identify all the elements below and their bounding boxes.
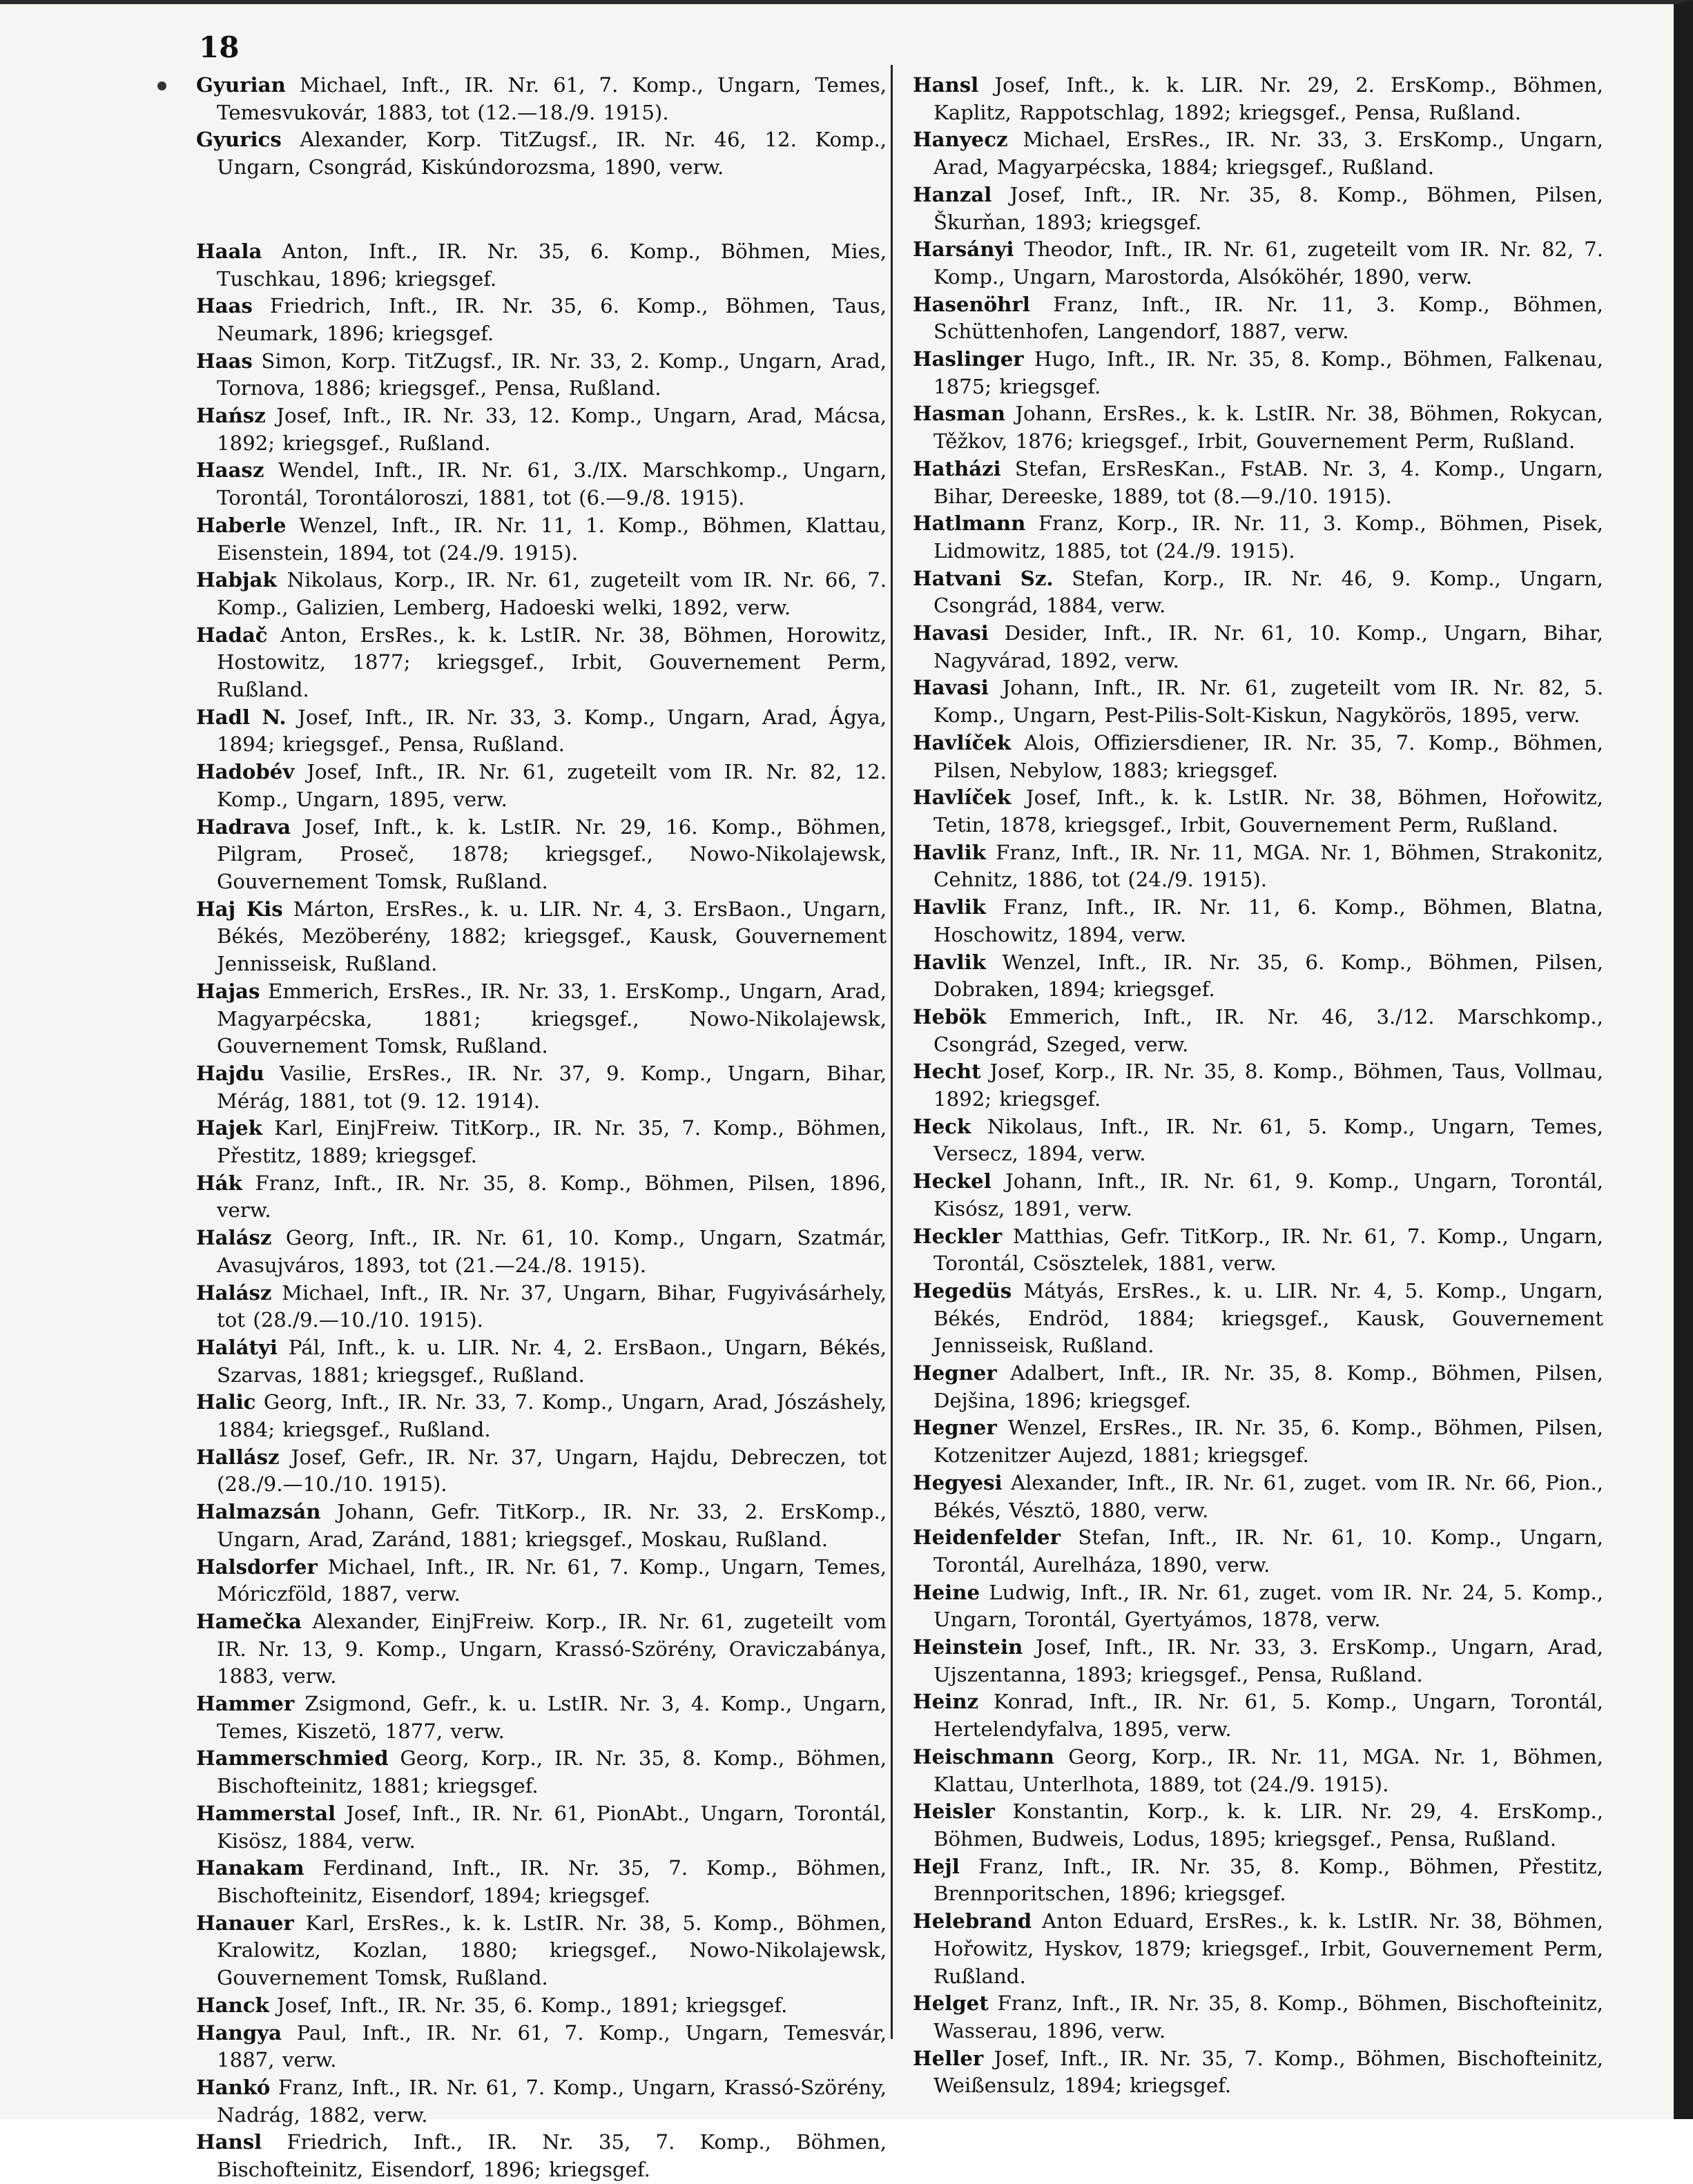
register-entry xyxy=(913,1414,1603,1469)
register-entry xyxy=(196,1115,887,1169)
register-entry xyxy=(196,1690,887,1745)
entry-surname: Heller xyxy=(913,2046,984,2070)
register-entry xyxy=(913,1798,1603,1853)
register-entry xyxy=(196,1225,887,1279)
entry-surname: Hamečka xyxy=(196,1609,302,1633)
entry-surname: Hegedüs xyxy=(913,1278,1012,1303)
register-entry xyxy=(196,72,887,126)
entry-surname: Hanyecz xyxy=(913,128,1008,152)
register-entry xyxy=(913,1058,1603,1113)
entry-surname: Heisler xyxy=(913,1800,995,1824)
register-entry xyxy=(913,839,1603,894)
entry-details: Josef, Inft., k. k. LIR. Nr. 29, 2. ErsKomp., Böhmen, Kaplitz, Rappotschlag, 1892; kriegsgef., Pensa, Rußland. xyxy=(933,73,1603,124)
entry-surname: Halmazsán xyxy=(196,1500,321,1524)
entry-details: Franz, Inft., IR. Nr. 61, 7. Komp., Ungarn, Krassó-Szörény, Nadrág, 1882, verw. xyxy=(217,2075,887,2127)
entry-surname: Hańsz xyxy=(196,404,266,428)
entry-surname: Hankó xyxy=(196,2075,271,2099)
register-entry xyxy=(196,704,887,759)
entry-details: Franz, Inft., IR. Nr. 11, 6. Komp., Böhmen, Blatna, Hoschowitz, 1894, verw. xyxy=(933,895,1604,946)
entry-details: Georg, Korp., IR. Nr. 35, 8. Komp., Böhmen, Bischofteinitz, 1881; kriegsgef. xyxy=(217,1746,887,1798)
register-entry xyxy=(913,1278,1603,1360)
register-entry xyxy=(913,346,1603,400)
entry-details: Johann, Inft., IR. Nr. 61, 9. Komp., Ungarn, Torontál, Kisósz, 1891, verw. xyxy=(933,1169,1603,1220)
entry-details: Friedrich, Inft., IR. Nr. 35, 6. Komp., Böhmen, Taus, Neumark, 1896; kriegsgef. xyxy=(217,294,887,345)
entry-details: Michael, Inft., IR. Nr. 61, 7. Komp., Ungarn, Temes, Temesvukovár, 1883, tot (12.—18./9. 1915). xyxy=(217,73,887,124)
entry-surname: Halic xyxy=(196,1390,256,1414)
entry-surname: Havasi xyxy=(913,621,989,645)
entry-details: Johann, Gefr. TitKorp., IR. Nr. 33, 2. ErsKomp., Ungarn, Arad, Zaránd, 1881; kriegsgef., Moskau, Rußland. xyxy=(217,1500,887,1551)
entry-details: Karl, EinjFreiw. TitKorp., IR. Nr. 35, 7. Komp., Böhmen, Přestitz, 1889; kriegsgef. xyxy=(217,1116,887,1168)
entry-details: Josef, Inft., IR. Nr. 61, PionAbt., Ungarn, Torontál, Kisösz, 1884, verw. xyxy=(217,1801,887,1853)
register-entry xyxy=(913,1223,1603,1278)
entry-surname: Hanakam xyxy=(196,1856,304,1880)
entry-details: Johann, Inft., IR. Nr. 61, zugeteilt vom IR. Nr. 82, 5. Komp., Ungarn, Pest-Pilis-Solt-Kiskun, Nagykörös, 1895, verw. xyxy=(933,676,1604,728)
register-entry xyxy=(196,1334,887,1389)
entry-surname: Hajdu xyxy=(196,1061,264,1085)
register-entry xyxy=(196,1060,887,1115)
entry-surname: Hansl xyxy=(913,73,979,97)
entry-surname: Hatvani Sz. xyxy=(913,566,1054,590)
entry-surname: Hatházi xyxy=(913,456,1001,480)
entry-surname: Hák xyxy=(196,1171,242,1195)
register-entry xyxy=(196,512,887,567)
left-column xyxy=(196,72,887,2184)
register-entry xyxy=(913,1634,1603,1688)
section-gap xyxy=(196,182,887,238)
register-entry xyxy=(196,1554,887,1608)
entry-details: Anton, ErsRes., k. k. LstIR. Nr. 38, Böhmen, Horowitz, Hostowitz, 1877; kriegsgef., Irbit, Gouvernement Perm, Rußland. xyxy=(217,623,887,702)
entry-details: Emmerich, Inft., IR. Nr. 46, 3./12. Marschkomp., Csongrád, Szeged, verw. xyxy=(933,1004,1603,1056)
register-entry xyxy=(913,1990,1603,2045)
entry-details: Friedrich, Inft., IR. Nr. 35, 7. Komp., Böhmen, Bischofteinitz, Eisendorf, 1896; kriegsgef. xyxy=(217,2130,887,2182)
register-entry xyxy=(196,126,887,181)
entry-surname: Halsdorfer xyxy=(196,1554,318,1579)
entry-details: Josef, Inft., IR. Nr. 61, zugeteilt vom IR. Nr. 82, 12. Komp., Ungarn, 1895, verw. xyxy=(217,760,887,811)
register-entry xyxy=(913,784,1603,839)
entry-details: Anton Eduard, ErsRes., k. k. LstIR. Nr. 38, Böhmen, Hořowitz, Hyskov, 1879; kriegsgef., Irbit, Gouvernement Perm, Rußland. xyxy=(933,1909,1603,1988)
entry-details: Johann, ErsRes., k. k. LstIR. Nr. 38, Böhmen, Rokycan, Těžkov, 1876; kriegsgef., Irbit, Gouvernement Perm, Rußland. xyxy=(933,402,1603,454)
entry-surname: Hallász xyxy=(196,1445,280,1469)
entry-details: Anton, Inft., IR. Nr. 35, 6. Komp., Böhmen, Mies, Tuschkau, 1896; kriegsgef. xyxy=(217,239,887,291)
entry-details: Alexander, EinjFreiw. Korp., IR. Nr. 61, zugeteilt vom IR. Nr. 13, 9. Komp., Ungarn, Krassó-Szörény, Oraviczabánya, 1883, verw. xyxy=(217,1609,887,1688)
entry-details: Emmerich, ErsRes., IR. Nr. 33, 1. ErsKomp., Ungarn, Arad, Magyarpécska, 1881; kriegsgef., Nowo-Nikolajewsk, Gouvernement Tomsk, Rußland. xyxy=(217,979,887,1058)
register-entry xyxy=(913,236,1603,291)
entry-surname: Heckler xyxy=(913,1224,1003,1248)
register-entry xyxy=(913,291,1603,346)
register-entry xyxy=(913,1470,1603,1524)
entry-details: Matthias, Gefr. TitKorp., IR. Nr. 61, 7. Komp., Ungarn, Torontál, Csösztelek, 1881, verw. xyxy=(933,1224,1604,1276)
entry-surname: Hadobév xyxy=(196,760,295,784)
entry-details: Simon, Korp. TitZugsf., IR. Nr. 33, 2. Komp., Ungarn, Arad, Tornova, 1886; kriegsgef., Pensa, Rußland. xyxy=(217,349,887,400)
entry-surname: Havlik xyxy=(913,895,986,919)
entry-surname: Hegner xyxy=(913,1416,997,1440)
entry-surname: Hasman xyxy=(913,402,1005,426)
register-entry xyxy=(913,1908,1603,1990)
entry-details: Georg, Inft., IR. Nr. 61, 10. Komp., Ungarn, Szatmár, Avasujváros, 1893, tot (21.—24./8. 1915). xyxy=(217,1226,887,1277)
register-entry xyxy=(913,400,1603,455)
register-entry xyxy=(196,1444,887,1499)
entry-surname: Hansl xyxy=(196,2130,262,2154)
entry-surname: Hadrava xyxy=(196,815,291,839)
entry-details: Vasilie, ErsRes., IR. Nr. 37, 9. Komp., Ungarn, Bihar, Mérág, 1881, tot (9. 12. 1914). xyxy=(217,1061,887,1113)
register-entry xyxy=(913,72,1603,126)
register-entry xyxy=(196,1800,887,1855)
register-entry xyxy=(196,1170,887,1225)
entry-details: Paul, Inft., IR. Nr. 61, 7. Komp., Ungarn, Temesvár, 1887, verw. xyxy=(217,2020,887,2072)
register-entry xyxy=(196,348,887,402)
entry-surname: Heine xyxy=(913,1580,980,1604)
entry-surname: Halátyi xyxy=(196,1335,278,1359)
entry-details: Franz, Inft., IR. Nr. 35, 8. Komp., Böhmen, Bischofteinitz, Wasserau, 1896, verw. xyxy=(933,1991,1603,2042)
entry-details: Alexander, Inft., IR. Nr. 61, zuget. vom IR. Nr. 66, Pion., Békés, Vésztö, 1880, verw. xyxy=(933,1470,1604,1522)
entry-surname: Heck xyxy=(913,1114,971,1138)
entry-surname: Havasi xyxy=(913,676,989,700)
entry-details: Wenzel, ErsRes., IR. Nr. 35, 6. Komp., Böhmen, Pilsen, Kotzenitzer Aujezd, 1881; kriegsgef. xyxy=(933,1416,1603,1468)
register-entry xyxy=(913,620,1603,674)
register-entry xyxy=(913,1744,1603,1798)
entry-details: Pál, Inft., k. u. LIR. Nr. 4, 2. ErsBaon., Ungarn, Békés, Szarvas, 1881; kriegsgef., Rußland. xyxy=(217,1335,887,1387)
register-entry xyxy=(196,1910,887,1992)
entry-details: Stefan, Korp., IR. Nr. 46, 9. Komp., Ungarn, Csongrád, 1884, verw. xyxy=(933,566,1603,618)
entry-details: Alexander, Korp. TitZugsf., IR. Nr. 46, 12. Komp., Ungarn, Csongrád, Kiskúndorozsma, 1890, verw. xyxy=(217,128,887,179)
register-entry xyxy=(913,949,1603,1004)
register-entry xyxy=(196,1608,887,1690)
entry-surname: Hegner xyxy=(913,1361,997,1385)
entry-details: Franz, Inft., IR. Nr. 35, 8. Komp., Böhmen, Přestitz, Brennporitschen, 1896; kriegsgef. xyxy=(933,1854,1603,1906)
register-entry xyxy=(913,730,1603,784)
register-entry xyxy=(913,182,1603,236)
entry-details: Stefan, Inft., IR. Nr. 61, 10. Komp., Ungarn, Torontál, Aurelháza, 1890, verw. xyxy=(933,1525,1603,1577)
register-entry xyxy=(913,1113,1603,1168)
register-entry xyxy=(196,896,887,978)
entry-details: Josef, Gefr., IR. Nr. 37, Ungarn, Hajdu, Debreczen, tot (28./9.—10./10. 1915). xyxy=(217,1445,887,1496)
entry-details: Michael, Inft., IR. Nr. 37, Ungarn, Bihar, Fugyivásárhely, tot (28./9.—10./10. 1915). xyxy=(217,1280,887,1332)
register-entry xyxy=(913,510,1603,565)
entry-surname: Gyurics xyxy=(196,128,282,152)
register-entry xyxy=(196,814,887,896)
entry-surname: Heidenfelder xyxy=(913,1525,1061,1550)
entry-details: Wenzel, Inft., IR. Nr. 35, 6. Komp., Böhmen, Pilsen, Dobraken, 1894; kriegsgef. xyxy=(933,950,1603,1002)
register-entry xyxy=(196,759,887,813)
entry-details: Zsigmond, Gefr., k. u. LstIR. Nr. 3, 4. Komp., Ungarn, Temes, Kiszetö, 1877, verw. xyxy=(217,1692,887,1743)
register-entry xyxy=(196,2020,887,2074)
entry-details: Wenzel, Inft., IR. Nr. 11, 1. Komp., Böhmen, Klattau, Eisenstein, 1894, tot (24./9. 1915). xyxy=(217,513,887,565)
register-entry xyxy=(913,1853,1603,1908)
register-entry xyxy=(913,894,1603,948)
entry-surname: Havlik xyxy=(913,840,986,864)
entry-surname: Haberle xyxy=(196,513,287,537)
entry-surname: Heinz xyxy=(913,1690,979,1714)
register-entry xyxy=(913,1168,1603,1222)
register-entry xyxy=(196,622,887,704)
entry-surname: Hadač xyxy=(196,623,268,647)
entry-surname: Haala xyxy=(196,239,262,263)
entry-details: Nikolaus, Inft., IR. Nr. 61, 5. Komp., Ungarn, Temes, Versecz, 1894, verw. xyxy=(933,1114,1604,1166)
entry-surname: Hammer xyxy=(196,1692,295,1716)
entry-surname: Heinstein xyxy=(913,1635,1023,1659)
entry-details: Josef, Korp., IR. Nr. 35, 8. Komp., Böhmen, Taus, Vollmau, 1892; kriegsgef. xyxy=(933,1060,1603,1111)
entry-surname: Hammerschmied xyxy=(196,1746,389,1771)
register-entry xyxy=(196,1499,887,1553)
entry-surname: Haj Kis xyxy=(196,897,283,921)
register-entry xyxy=(196,1855,887,1909)
entry-surname: Haas xyxy=(196,349,253,373)
entry-surname: Hegyesi xyxy=(913,1470,1003,1494)
register-entry xyxy=(196,567,887,621)
entry-details: Stefan, ErsResKan., FstAB. Nr. 3, 4. Komp., Ungarn, Bihar, Dereeske, 1889, tot (8.—9./10. 1915). xyxy=(933,456,1603,508)
entry-details: Karl, ErsRes., k. k. LstIR. Nr. 38, 5. Komp., Böhmen, Kralowitz, Kozlan, 1880; kriegsgef., Nowo-Nikolajewsk, Gouvernement Tomsk, Rußland. xyxy=(217,1911,887,1990)
entry-surname: Haas xyxy=(196,294,253,318)
entry-surname: Hanzal xyxy=(913,182,992,206)
entry-surname: Haslinger xyxy=(913,347,1024,371)
register-entry xyxy=(913,2045,1603,2100)
entry-details: Theodor, Inft., IR. Nr. 61, zugeteilt vom IR. Nr. 82, 7. Komp., Ungarn, Marostorda, Alsóköhér, 1890, verw. xyxy=(933,237,1603,289)
entry-details: Josef, Inft., k. k. LstIR. Nr. 38, Böhmen, Hořowitz, Tetin, 1878, kriegsgef., Irbit, Gouvernement Perm, Rußland. xyxy=(933,786,1603,837)
register-entry xyxy=(196,238,887,293)
entry-details: Michael, ErsRes., IR. Nr. 33, 3. ErsKomp., Ungarn, Arad, Magyarpécska, 1884; kriegsgef., Rußland. xyxy=(933,128,1603,179)
entry-details: Konstantin, Korp., k. k. LIR. Nr. 29, 4. ErsKomp., Böhmen, Budweis, Lodus, 1895; kriegsgef., Pensa, Rußland. xyxy=(933,1800,1603,1851)
entry-details: Mátyás, ErsRes., k. u. LIR. Nr. 4, 5. Komp., Ungarn, Békés, Endröd, 1884; kriegsgef., Kausk, Gouvernement Jennisseisk, Rußland. xyxy=(933,1278,1604,1358)
entry-details: Franz, Inft., IR. Nr. 35, 8. Komp., Böhmen, Pilsen, 1896, verw. xyxy=(217,1171,887,1222)
entry-surname: Hangya xyxy=(196,2020,282,2045)
margin-dot-mark xyxy=(157,81,166,90)
entry-details: Josef, Inft., k. k. LstIR. Nr. 29, 16. Komp., Böhmen, Pilgram, Proseč, 1878; kriegsgef., Nowo-Nikolajewsk, Gouvernement Tomsk, Rußland. xyxy=(217,815,887,893)
entry-details: Desider, Inft., IR. Nr. 61, 10. Komp., Ungarn, Bihar, Nagyvárad, 1892, verw. xyxy=(933,621,1604,672)
entry-details: Georg, Korp., IR. Nr. 11, MGA. Nr. 1, Böhmen, Klattau, Unterlhota, 1889, tot (24./9. 1915). xyxy=(933,1744,1603,1796)
register-entry xyxy=(196,1280,887,1334)
entry-details: Franz, Inft., IR. Nr. 11, MGA. Nr. 1, Böhmen, Strakonitz, Cehnitz, 1886, tot (24./9. 1915). xyxy=(933,840,1604,892)
entry-surname: Hecht xyxy=(913,1060,981,1084)
entry-surname: Hanck xyxy=(196,1993,269,2017)
register-entry xyxy=(913,1688,1603,1743)
entry-details: Michael, Inft., IR. Nr. 61, 7. Komp., Ungarn, Temes, Móriczföld, 1887, verw. xyxy=(217,1554,887,1606)
entry-surname: Hadl N. xyxy=(196,705,287,729)
register-entry xyxy=(196,978,887,1060)
entry-details: Alois, Offiziersdiener, IR. Nr. 35, 7. Komp., Böhmen, Pilsen, Nebylow, 1883; kriegsgef. xyxy=(933,730,1603,782)
entry-surname: Havlíček xyxy=(913,730,1012,754)
register-entry xyxy=(196,1992,887,2020)
entry-surname: Haasz xyxy=(196,458,264,482)
register-entry xyxy=(913,1579,1603,1634)
entry-details: Josef, Inft., IR. Nr. 35, 8. Komp., Böhmen, Pilsen, Škurňan, 1893; kriegsgef. xyxy=(933,182,1604,234)
register-entry xyxy=(913,1004,1603,1058)
register-entry xyxy=(196,1389,887,1443)
entry-details: Josef, Inft., IR. Nr. 33, 12. Komp., Ungarn, Arad, Mácsa, 1892; kriegsgef., Rußland. xyxy=(217,404,887,455)
register-entry xyxy=(196,402,887,457)
entry-details: Josef, Inft., IR. Nr. 33, 3. Komp., Ungarn, Arad, Ágya, 1894; kriegsgef., Pensa, Rußland. xyxy=(217,705,887,757)
register-entry xyxy=(913,126,1603,181)
entry-details: Franz, Korp., IR. Nr. 11, 3. Komp., Böhmen, Pisek, Lidmowitz, 1885, tot (24./9. 1915). xyxy=(933,511,1603,563)
entry-details: Wendel, Inft., IR. Nr. 61, 3./IX. Marschkomp., Ungarn, Torontál, Torontáloroszi, 1881, tot (6.—9./8. 1915). xyxy=(217,458,887,510)
entry-surname: Hammerstal xyxy=(196,1801,336,1825)
register-entry xyxy=(913,674,1603,729)
register-entry xyxy=(913,1524,1603,1579)
register-entry xyxy=(913,1360,1603,1414)
register-entry xyxy=(196,293,887,347)
entry-surname: Habjak xyxy=(196,568,277,592)
entry-details: Márton, ErsRes., k. u. LIR. Nr. 4, 3. ErsBaon., Ungarn, Békés, Mezöberény, 1882; kriegsgef., Kausk, Gouvernement Jennisseisk, Rußland. xyxy=(217,897,887,976)
entry-details: Josef, Inft., IR. Nr. 35, 6. Komp., 1891; kriegsgef. xyxy=(277,1993,788,2017)
entry-surname: Halász xyxy=(196,1226,272,1250)
entry-surname: Helget xyxy=(913,1991,989,2016)
entry-surname: Heischmann xyxy=(913,1744,1054,1768)
register-entry xyxy=(196,2129,887,2183)
entry-surname: Havlíček xyxy=(913,786,1012,810)
register-entry xyxy=(913,565,1603,620)
entry-details: Ludwig, Inft., IR. Nr. 61, zuget. vom IR. Nr. 24, 5. Komp., Ungarn, Torontál, Gyertyámos, 1878, verw. xyxy=(933,1580,1603,1632)
entry-surname: Helebrand xyxy=(913,1909,1032,1933)
entry-details: Ferdinand, Inft., IR. Nr. 35, 7. Komp., Böhmen, Bischofteinitz, Eisendorf, 1894; kriegsgef. xyxy=(217,1856,887,1907)
entry-surname: Heckel xyxy=(913,1169,991,1193)
register-entry xyxy=(196,457,887,511)
entry-surname: Havlik xyxy=(913,950,986,974)
entry-details: Franz, Inft., IR. Nr. 11, 3. Komp., Böhmen, Schüttenhofen, Langendorf, 1887, verw. xyxy=(933,292,1603,344)
entry-details: Adalbert, Inft., IR. Nr. 35, 8. Komp., Böhmen, Pilsen, Dejšina, 1896; kriegsgef. xyxy=(933,1361,1604,1412)
entry-surname: Hajek xyxy=(196,1116,262,1140)
entry-surname: Harsányi xyxy=(913,237,1014,262)
column-divider xyxy=(891,65,893,2039)
entry-surname: Hajas xyxy=(196,979,260,1003)
entry-details: Nikolaus, Korp., IR. Nr. 61, zugeteilt vom IR. Nr. 66, 7. Komp., Galizien, Lemberg, Hadoeski welki, 1892, verw. xyxy=(217,568,887,619)
register-entry xyxy=(913,456,1603,510)
entry-surname: Hejl xyxy=(913,1854,960,1878)
entry-surname: Hebök xyxy=(913,1004,987,1028)
register-entry xyxy=(196,2074,887,2129)
entry-surname: Halász xyxy=(196,1280,272,1305)
entry-details: Josef, Inft., IR. Nr. 33, 3. ErsKomp., Ungarn, Arad, Ujszentanna, 1893; kriegsgef., Pensa, Rußland. xyxy=(933,1635,1604,1686)
page-number: 18 xyxy=(199,30,240,64)
entry-surname: Hatlmann xyxy=(913,511,1026,536)
entry-surname: Hasenöhrl xyxy=(913,292,1030,316)
entry-details: Konrad, Inft., IR. Nr. 61, 5. Komp., Ungarn, Torontál, Hertelendyfalva, 1895, verw. xyxy=(933,1690,1603,1742)
entry-surname: Gyurian xyxy=(196,73,286,97)
entry-details: Hugo, Inft., IR. Nr. 35, 8. Komp., Böhmen, Falkenau, 1875; kriegsgef. xyxy=(933,347,1603,398)
entry-surname: Hanauer xyxy=(196,1911,294,1935)
entry-details: Josef, Inft., IR. Nr. 35, 7. Komp., Böhmen, Bischofteinitz, Weißensulz, 1894; kriegsgef. xyxy=(933,2046,1603,2098)
right-column xyxy=(913,72,1603,2100)
entry-details: Georg, Inft., IR. Nr. 33, 7. Komp., Ungarn, Arad, Jószáshely, 1884; kriegsgef., Rußland. xyxy=(217,1390,887,1442)
register-entry xyxy=(196,1745,887,1800)
